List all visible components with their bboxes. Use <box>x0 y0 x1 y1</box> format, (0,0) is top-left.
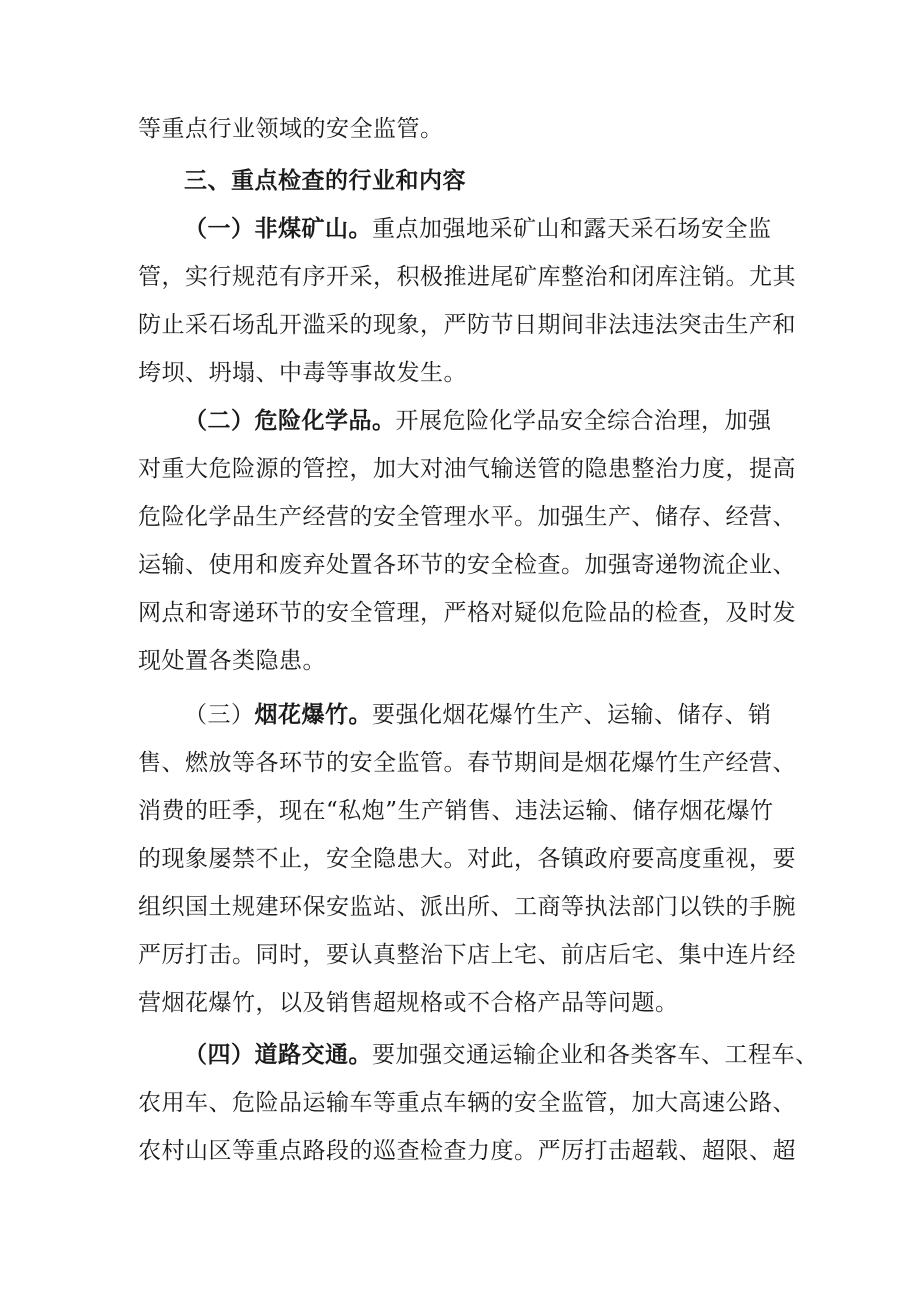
paragraph-line: 严厉打击。同时，要认真整治下店上宅、前店后宅、集中连片经 <box>138 942 796 968</box>
paragraph-line: 农用车、危险品运输车等重点车辆的安全监管，加大高速公路、 <box>138 1090 796 1116</box>
line-text: 开展危险化学品安全综合治理，加强 <box>395 408 772 434</box>
paragraph-line: 组织国土规建环保安监站、派出所、工商等执法部门以铁的手腕 <box>138 894 796 920</box>
paragraph-line: 垮坝、坍塌、中毒等事故发生。 <box>138 360 467 386</box>
paragraph-line: 网点和寄递环节的安全管理，严格对疑似危险品的检查，及时发 <box>138 600 796 626</box>
line-text: 重点加强地采矿山和露天采石场安全监 <box>372 216 772 242</box>
paragraph-line <box>184 212 772 246</box>
paragraph-line: 营烟花爆竹，以及销售超规格或不合格产品等问题。 <box>138 990 679 1016</box>
paragraph-line: 农村山区等重点路段的巡查检查力度。严厉打击超载、超限、超 <box>138 1138 796 1164</box>
lead-in: （二）危险化学品。 <box>184 407 396 434</box>
paragraph-line: 对重大危险源的管控，加大对油气输送管的隐患整治力度，提高 <box>138 456 796 482</box>
paragraph-line: 等重点行业领域的安全监管。 <box>138 116 444 142</box>
lead-in: 烟花爆竹。 <box>254 701 372 728</box>
paragraph-line: 消费的旺季，现在“私炮”生产销售、违法运输、储存烟花爆竹 <box>138 798 774 824</box>
section-heading: 三、重点检查的行业和内容 <box>184 167 466 194</box>
line-text: 要强化烟花爆竹生产、运输、储存、销 <box>372 702 772 728</box>
lead-in-number: （三） <box>184 702 255 728</box>
paragraph-line: 危险化学品生产经营的安全管理水平。加强生产、储存、经营、 <box>138 504 796 530</box>
paragraph-line: 售、燃放等各环节的安全监管。春节期间是烟花爆竹生产经营、 <box>138 750 796 776</box>
paragraph-line: 管，实行规范有序开采，积极推进尾矿库整治和闭库注销。尤其 <box>138 264 796 290</box>
paragraph-line: 防止采石场乱开滥采的现象，严防节日期间非法违法突击生产和 <box>138 312 796 338</box>
lead-in: （四）道路交通。 <box>184 1041 372 1068</box>
line-text: 要加强交通运输企业和各类客车、工程车、 <box>372 1042 819 1068</box>
paragraph-line <box>184 1038 819 1072</box>
paragraph-line <box>184 404 772 438</box>
paragraph-line <box>184 698 772 732</box>
paragraph-line: 运输、使用和废弃处置各环节的安全检查。加强寄递物流企业、 <box>138 552 796 578</box>
lead-in: （一）非煤矿山。 <box>184 215 372 242</box>
paragraph-line: 的现象屡禁不止，安全隐患大。对此，各镇政府要高度重视，要 <box>138 846 796 872</box>
paragraph-line: 现处置各类隐患。 <box>138 648 326 674</box>
